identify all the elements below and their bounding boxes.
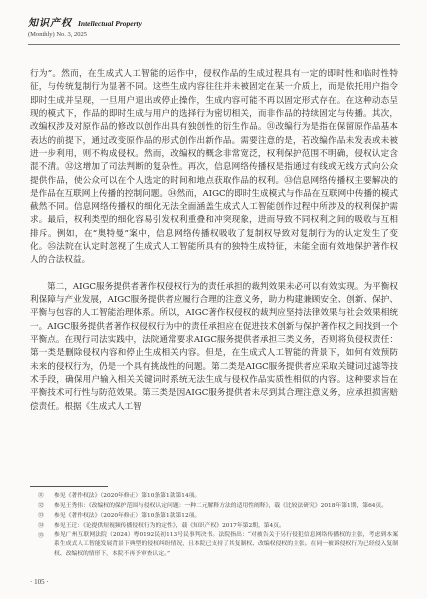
body-paragraph: 第二，AIGC服务提供者著作权侵权行为的责任承担的裁判效果未必可以有效实现。为平衡权利保障与产业发展，AIGC服务提供者应履行合理的注意义务，助力构建兼顾安全、创新、保护、平衡与包容的人工智能治理体系。所以，AIGC著作权侵权的裁判应坚持法律效果与社会效果相统一。AIGC服务提供者著作权侵权行为中的责任承担应在促进技术创新与保护著作权之间找到一个平衡点。在现行司法实践中，法院通常要求AIGC服务提供者承担三类义务，否则将负侵权责任：第一类是删除侵权内容和停止生成相关内容。但是，在生成式人工智能的背景下，如何有效预防未来的侵权行为，仍是一个具有挑战性的问题。第二类是AIGC服务提供者应采取关键词过滤等技术手段，确保用户输入相关关键词时系统无法生成与侵权作品实质性相似的内容。这种要求旨在平衡技术可行性与防范效果。第三类是因AIGC服务提供者未尽到其合理注意义务，应承担损害赔偿责任。根据《生成式人工智 [30, 281, 398, 412]
footnote-number: ㉜ [38, 503, 44, 509]
footnote-text: 参见《著作权法》（2020年修正）第10条第1款第14项。 [54, 493, 201, 499]
footnote-number: ㉞ [38, 523, 44, 529]
footnote-item [30, 501, 398, 511]
footnote-item [30, 531, 398, 559]
issue-info: (Monthly) No. 3, 2025 [28, 31, 88, 38]
footnote-divider [30, 486, 108, 487]
body-paragraph: 行为”。然而，在生成式人工智能的运作中，侵权作品的生成过程具有一定的即时性和临时性特征，与传统复制行为显著不同。这些生成内容往往并未被固定在某一介质上，而是依托用户指令即时生成并呈现，一旦用户退出或停止操作，生成内容可能不再以固定形式存在。在这种动态呈现的模式下，作品的即时生成与用户的选择行为密切相关，而非作品的持续固定与传播。其次，改编权涉及对原作品的修改以创作出具有独创性的衍生作品。㉛改编行为是指在保留原作品基本表达的前提下，通过改变原作品的形式创作出新作品。需要注意的是，若改编作品未发表或未被进一步利用，则不构成侵权。然而，改编权的概念非常宽泛，权利保护范围不明确，侵权认定含混不清。㉜这增加了司法判断的复杂性。再次，信息网络传播权是指通过有线或无线方式向公众提供作品，使公众可以在个人选定的时间和地点获取作品的权利。㉝信息网络传播权主要解决的是作品在互联网上传播的控制问题。㉞然而，AIGC的即时生成模式与作品在互联网中传播的模式截然不同。信息网络传播权的细化无法全面涵盖生成式人工智能创作过程中所涉及的权利保护需求。最后，权利类型的细化容易引发权利重叠和冲突现象，进而导致不同权利之间的吸收与互相排斥。例如，在“奥特曼”案中，信息网络传播权吸收了复制权导致对复制行为的认定发生了变化。㉟法院在认定时忽视了生成式人工智能所具有的独特生成特征，未能全面有效地保护著作权人的合法权益。 [30, 69, 398, 266]
footnote-item [30, 521, 398, 531]
footnotes [30, 491, 398, 559]
footnote-item [30, 491, 398, 501]
footnote-text: 参见王迁：《论提供短视频传播侵权行为的定性》，载《知识产权》2017年第2期，第4页。 [54, 523, 285, 529]
footnote-item [30, 511, 398, 521]
footnote-number: ㉟ [38, 533, 44, 539]
journal-title-cn: 知识产权 [28, 18, 72, 29]
footnote-text: 参见《著作权法》（2020年修正）第10条第1款第12项。 [54, 513, 201, 519]
journal-header [28, 14, 408, 38]
footnote-text: 参见广州互联网法院（2024）粤0192民初113号民事判决书。法院指出：“对被告关于另行侵犯信息网络传播权的主张，考虑到本案系生成式人工智能发展背景下典型的侵权纠纷情况，且本院已支持了其复制权、改编权侵权的主张。在同一被诉侵权行为已经侵入复制权、改编权的情形下，本院不再予审查认定。” [54, 532, 398, 557]
header-divider [28, 44, 400, 45]
page-number: · 105 · [30, 578, 49, 586]
footnote-text: 参见王秀伟：《改编权的保护范围与侵权认定问题：一种二元解释方法的适用性阐释》，载《比较法研究》2018年第1期，第64页。 [54, 503, 388, 509]
footnote-number: ㉛ [38, 493, 44, 499]
article-body [30, 68, 398, 414]
footnote-number: ㉝ [38, 513, 44, 519]
journal-title-en: Intellectual Property [78, 19, 142, 28]
